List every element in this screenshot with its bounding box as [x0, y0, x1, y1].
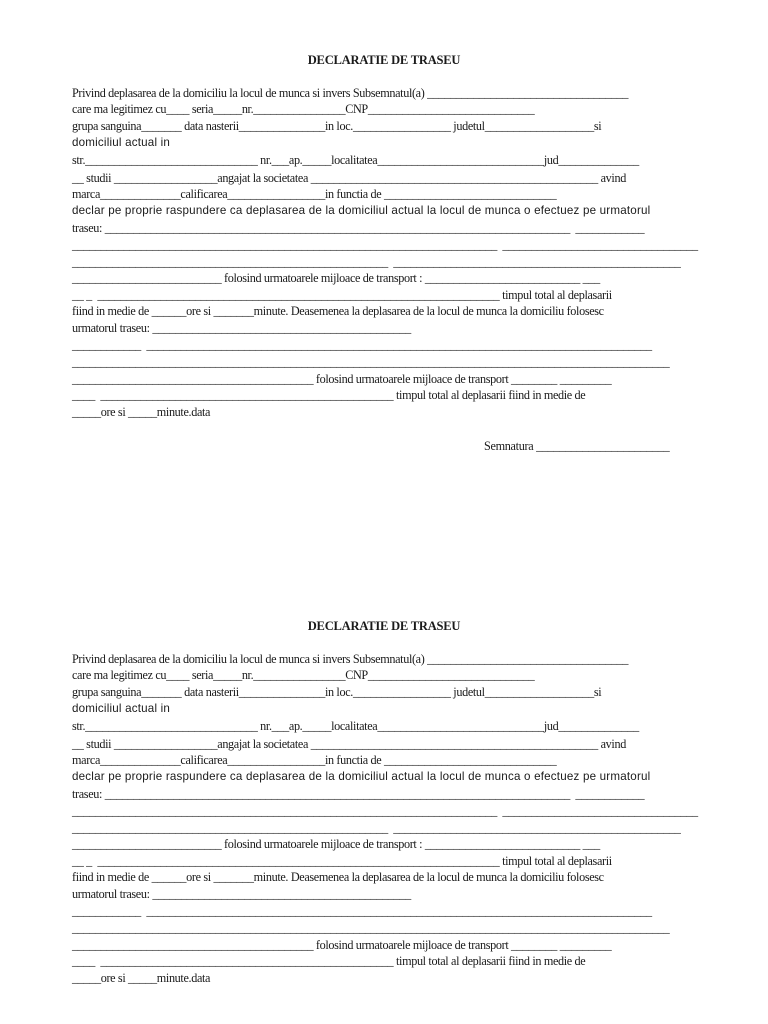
form-line-fiind-in-medie: fiind in medie de ______ore si _______minute. Deasemenea la deplasarea de la locul de munca la domiciliu folosesc [72, 870, 604, 884]
signature-line: Semnatura _______________________ [484, 439, 670, 453]
form-line-urmatorul-traseu: urmatorul traseu: _____________________________________________ [72, 887, 411, 901]
form-line-marca: marca______________calificarea_________________in functia de ______________________________ [72, 187, 557, 201]
form-line-traseu-2: __________________________________________________________________________ __________________________________ [72, 804, 698, 818]
form-line-data: _____ore si _____minute.data [72, 971, 211, 985]
form-title: DECLARATIE DE TRASEU [307, 53, 461, 67]
form-line-timpul-total: __ _ ______________________________________________________________________ timpul total al deplasarii [72, 854, 612, 868]
declaration-form-1 [0, 0, 768, 453]
form-line-retur-mijloace: __________________________________________ folosind urmatoarele mijloace de transport ________ _________ [72, 938, 612, 952]
form-line-urmatorul-traseu: urmatorul traseu: _____________________________________________ [72, 321, 411, 335]
form-line-retur-timpul: ____ ___________________________________________________ timpul total al deplasarii fiind in medie de [72, 954, 586, 968]
form-line-mijloace-transport: __________________________ folosind urmatoarele mijloace de transport : ___________________________ ___ [72, 271, 600, 285]
form-line-subsemnatul: Privind deplasarea de la domiciliu la locul de munca si invers Subsemnatul(a) ___________________________________ [72, 86, 629, 100]
form-line-domiciliu: domiciliul actual in [72, 702, 171, 715]
form-line-retur-1: ____________ ________________________________________________________________________________________ [72, 904, 652, 918]
form-line-legitimez: care ma legitimez cu____ seria_____nr.________________CNP_____________________________ [72, 668, 535, 682]
form-line-traseu-3: _______________________________________________________ __________________________________________________ [72, 821, 681, 835]
declaration-form-2 [0, 566, 768, 1006]
form-line-studii: __ studii __________________angajat la societatea __________________________________________________ avind [72, 737, 626, 751]
form-line-retur-2: ________________________________________________________________________________________________________ [72, 355, 670, 369]
form-line-retur-mijloace: __________________________________________ folosind urmatoarele mijloace de transport ________ _________ [72, 372, 612, 386]
form-line-studii: __ studii __________________angajat la societatea __________________________________________________ avind [72, 171, 626, 185]
form-title: DECLARATIE DE TRASEU [307, 619, 461, 633]
form-line-subsemnatul: Privind deplasarea de la domiciliu la locul de munca si invers Subsemnatul(a) ___________________________________ [72, 652, 629, 666]
form-line-strada: str.______________________________ nr.___ap._____localitatea_____________________________jud______________ [72, 719, 639, 733]
form-line-marca: marca______________calificarea_________________in functia de ______________________________ [72, 753, 557, 767]
form-line-retur-2: ________________________________________________________________________________________________________ [72, 921, 670, 935]
form-line-data: _____ore si _____minute.data [72, 405, 211, 419]
form-line-fiind-in-medie: fiind in medie de ______ore si _______minute. Deasemenea la deplasarea de la locul de munca la domiciliu folosesc [72, 304, 604, 318]
form-line-strada: str.______________________________ nr.___ap._____localitatea_____________________________jud______________ [72, 153, 639, 167]
form-line-grupa-sanguina: grupa sanguina_______ data nasterii_______________in loc._________________ judetul___________________si [72, 119, 602, 133]
form-line-domiciliu: domiciliul actual in [72, 136, 171, 149]
form-line-grupa-sanguina: grupa sanguina_______ data nasterii_______________in loc._________________ judetul___________________si [72, 685, 602, 699]
form-line-legitimez: care ma legitimez cu____ seria_____nr.________________CNP_____________________________ [72, 102, 535, 116]
form-line-retur-1: ____________ ________________________________________________________________________________________ [72, 338, 652, 352]
form-line-timpul-total: __ _ ______________________________________________________________________ timpul total al deplasarii [72, 288, 612, 302]
form-line-mijloace-transport: __________________________ folosind urmatoarele mijloace de transport : ___________________________ ___ [72, 837, 600, 851]
form-line-traseu: traseu: _________________________________________________________________________________ ____________ [72, 221, 645, 235]
form-line-traseu: traseu: _________________________________________________________________________________ ____________ [72, 787, 645, 801]
form-line-traseu-3: _______________________________________________________ __________________________________________________ [72, 255, 681, 269]
form-line-traseu-2: __________________________________________________________________________ __________________________________ [72, 238, 698, 252]
form-line-declar: declar pe proprie raspundere ca deplasarea de la domiciliul actual la locul de munca o efectuez pe urmatorul [72, 204, 651, 217]
form-line-retur-timpul: ____ ___________________________________________________ timpul total al deplasarii fiind in medie de [72, 388, 586, 402]
form-line-declar: declar pe proprie raspundere ca deplasarea de la domiciliul actual la locul de munca o efectuez pe urmatorul [72, 770, 651, 783]
